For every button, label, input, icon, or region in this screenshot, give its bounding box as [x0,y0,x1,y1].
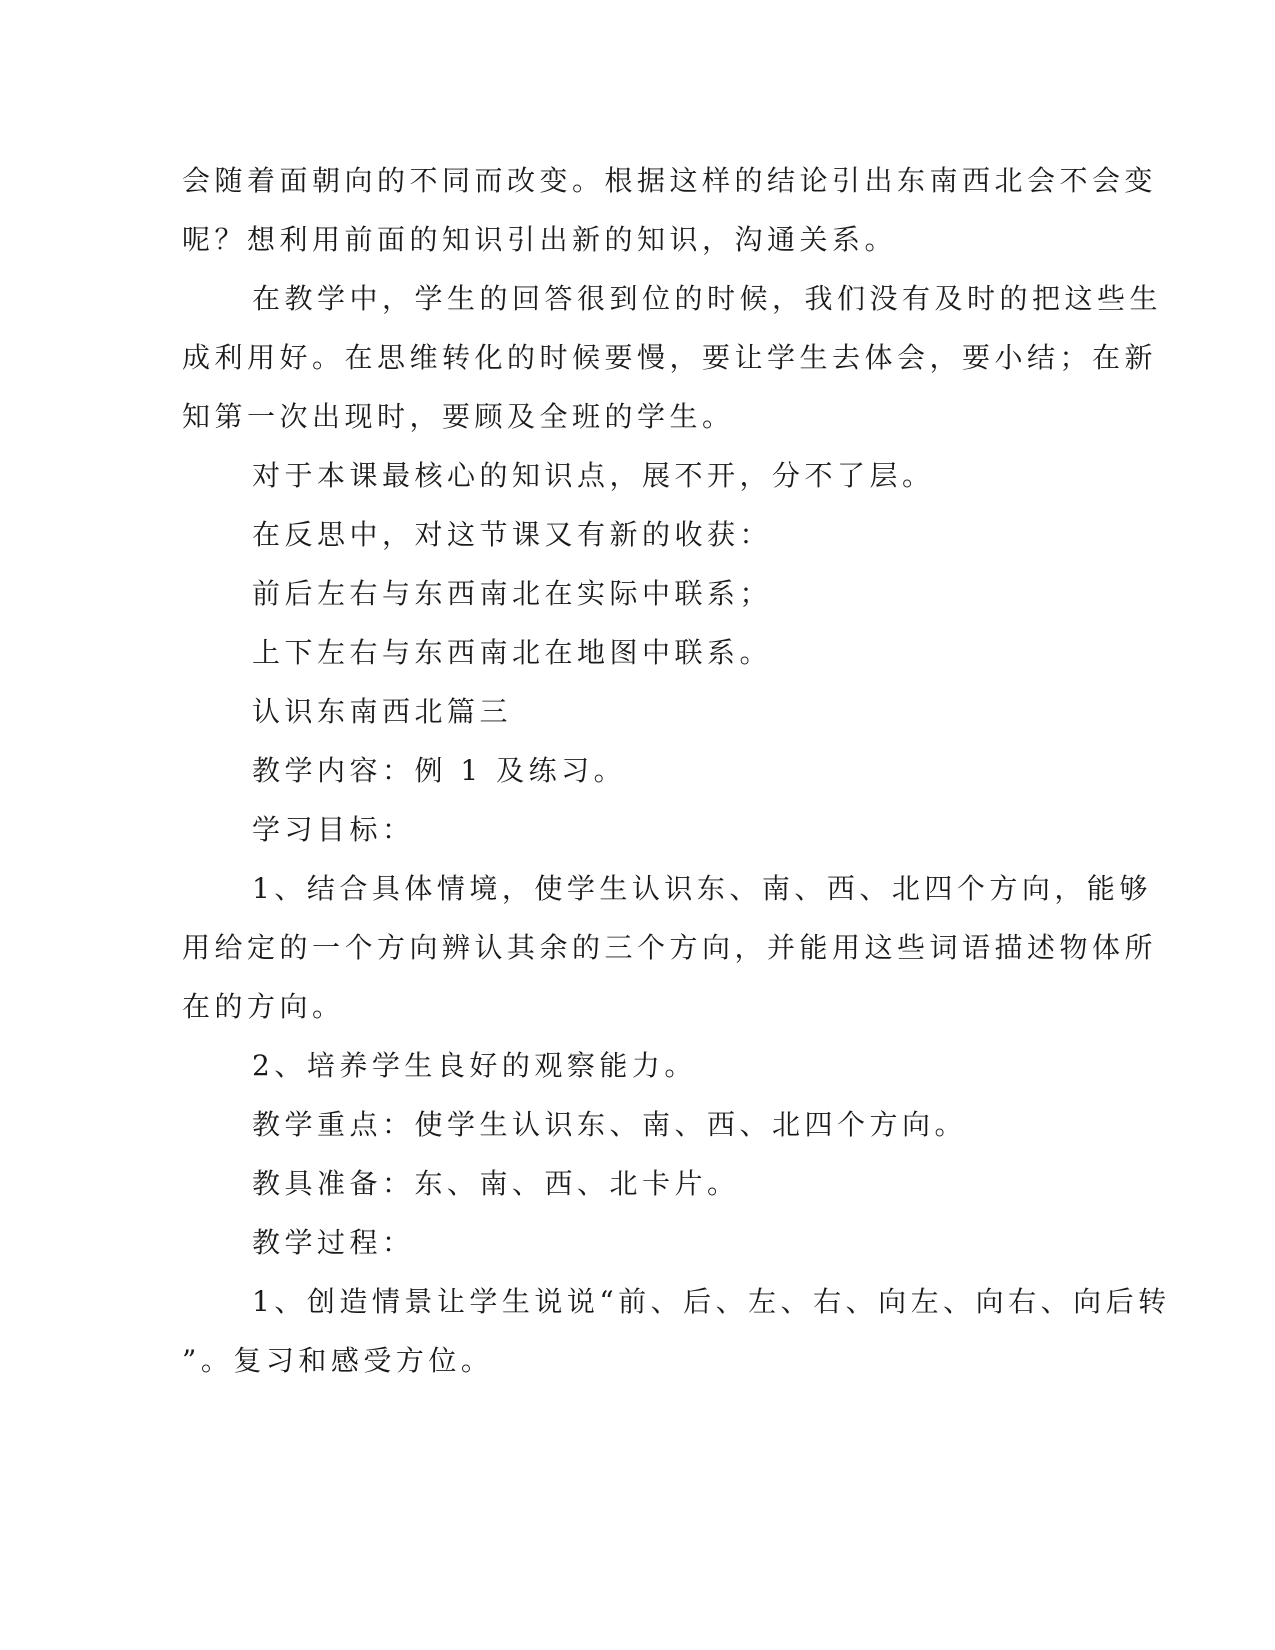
text-line: 1、创造情景让学生说说“前、后、左、右、向左、向右、向后转 [252,1285,1171,1318]
text-line: 知第一次出现时，要顾及全班的学生。 [182,400,735,433]
text-line: 在反思中，对这节课又有新的收获： [252,518,773,551]
text-line: 2、培养学生良好的观察能力。 [252,1049,697,1082]
text-line: 教具准备：东、南、西、北卡片。 [252,1167,740,1200]
text-line: 会随着面朝向的不同而改变。根据这样的结论引出东南西北会不会变 [182,164,1158,197]
text-line: 教学重点：使学生认识东、南、西、北四个方向。 [252,1108,968,1141]
text-line: 上下左右与东西南北在地图中联系。 [252,636,773,669]
text-line: 前后左右与东西南北在实际中联系； [252,577,773,610]
text-line: 用给定的一个方向辨认其余的三个方向，并能用这些词语描述物体所 [182,931,1158,964]
text-line: 在的方向。 [182,990,345,1023]
text-line: 学习目标： [252,813,415,846]
text-line: 1、结合具体情境，使学生认识东、南、西、北四个方向，能够 [252,872,1152,905]
text-line: 在教学中，学生的回答很到位的时候，我们没有及时的把这些生 [252,282,1163,315]
text-line: ”。复习和感受方位。 [182,1344,494,1377]
text-line: 呢？想利用前面的知识引出新的知识，沟通关系。 [182,223,898,256]
text-line: 教学内容：例 1 及练习。 [252,754,627,787]
section-heading: 认识东南西北篇三 [252,695,513,728]
text-line: 教学过程： [252,1226,415,1259]
text-line: 成利用好。在思维转化的时候要慢，要让学生去体会，要小结；在新 [182,341,1158,374]
text-line: 对于本课最核心的知识点，展不开，分不了层。 [252,459,935,492]
